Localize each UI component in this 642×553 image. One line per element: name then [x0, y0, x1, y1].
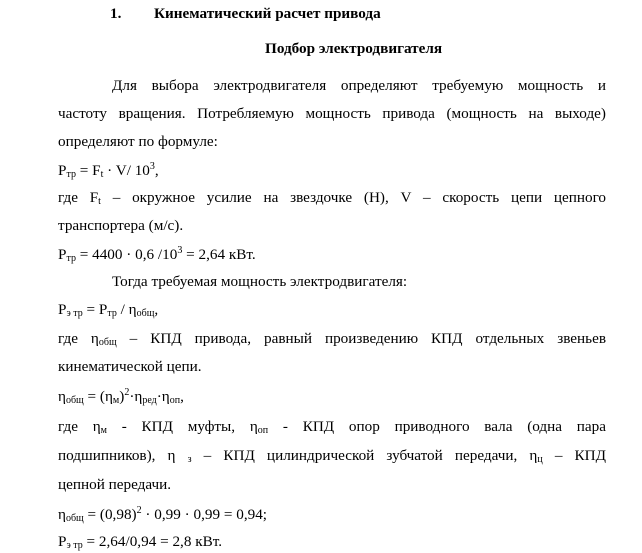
section-number: 1.: [110, 5, 122, 22]
formula-efficiency: $\eta_{общ} = (\eta_м)^2\cdot\eta_{ред}\cdot\eta_{оп}$,: [58, 387, 184, 406]
where-3-line-2: подшипников), η $_з$ – КПД цилиндрической зубчатой передачи, $\eta_ц$ – КПД: [58, 447, 607, 465]
formula-required-power: $P_{тр} = F_t \cdot V/$ $10^3$,: [58, 161, 159, 180]
where-3-line-1: где $\eta_м$ - КПД муфты, $\eta_{оп}$ - КПД опор приводного вала (одна пара: [58, 418, 606, 436]
where-3-line-3: цепной передачи.: [58, 476, 172, 493]
formula-motor-power: $P_{э тр} = P_{тр} / \eta_{общ}$,: [58, 301, 159, 319]
where-1-line-1: где $F_t$ – окружное усилие на звездочке (Н), V – скорость цепи цепного: [58, 189, 607, 207]
where-1-line-2: транспортера (м/с).: [58, 217, 184, 234]
section-title: Кинематический расчет привода: [154, 5, 381, 22]
paragraph-2: Тогда требуемая мощность электродвигателя:: [112, 273, 408, 290]
section-subtitle: Подбор электродвигателя: [265, 40, 443, 57]
where-2-line-1: где $\eta_{общ}$ – КПД привода, равный произведению КПД отдельных звеньев: [58, 330, 606, 348]
where-2-line-2: кинематической цепи.: [58, 358, 202, 375]
formula-efficiency-value: $\eta_{общ} = (0,98)^2 \cdot 0,99 \cdot 0,99 = 0,94$;: [58, 505, 268, 524]
paragraph-1-line-2: частоту вращения. Потребляемую мощность привода (мощность на выходе): [58, 105, 606, 122]
formula-motor-power-value: $P_{э тр} = 2,64/0,94 = 2,8$ кВт.: [58, 533, 223, 551]
formula-power-value: $P_{тр} = 4400 \cdot 0,6$ $/10^3 = 2,64$ кВт.: [58, 245, 256, 264]
paragraph-1-line-3: определяют по формуле:: [58, 133, 218, 150]
paragraph-1-line-1: Для выбора электродвигателя определяют требуемую мощность и: [112, 77, 606, 94]
